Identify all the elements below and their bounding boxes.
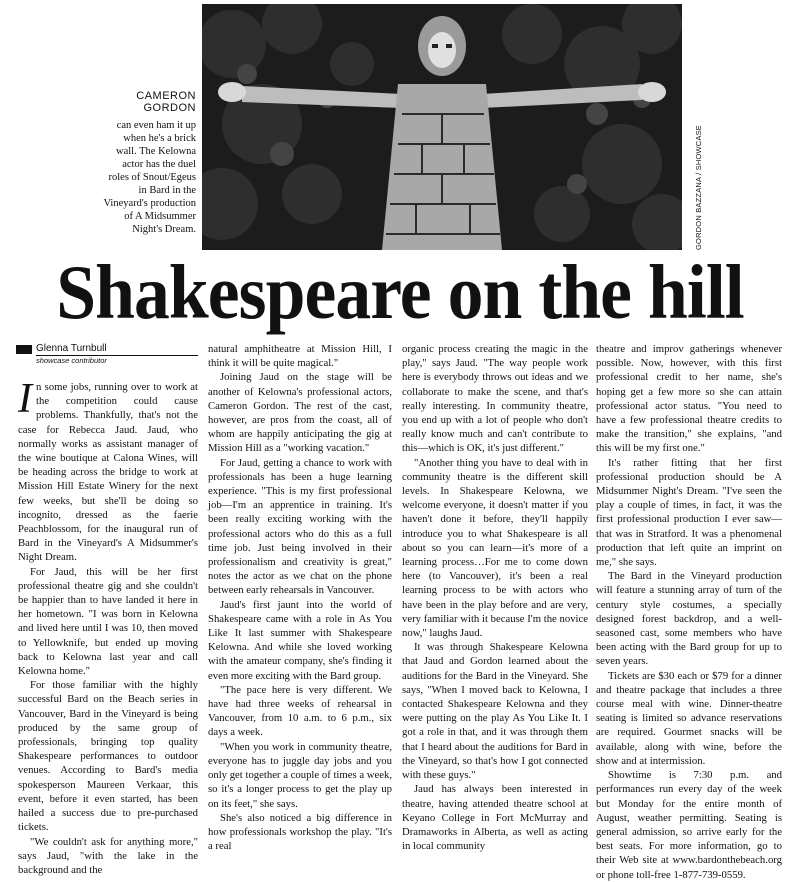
paragraph: Jaud has always been interested in theatre, having attended theatre school at Keyano College in Fort McMurray and Dramaworks in Alberta, as well as acting in local community xyxy=(402,783,588,853)
paragraph: "The pace here is very different. We have had three weeks of rehearsal in Vancouver, from 10 a.m. to 6 p.m., six days a week. xyxy=(208,683,392,739)
caption-name xyxy=(112,90,196,114)
article-column-4 xyxy=(596,342,782,882)
byline-marker xyxy=(16,345,32,354)
paragraph: She's also noticed a big difference in how professionals workshop the play. "It's a real xyxy=(208,811,392,853)
article-photo xyxy=(202,4,682,250)
paragraph: For Jaud, this will be her first professional theatre gig and she couldn't be happier than to have landed it here in her hometown. "I was born in Kelowna and lived here until I was 10, then moved to Yellowknife, but ended up moving back to Kelowna last year and call Kelowna home." xyxy=(18,565,198,678)
paragraph: theatre and improv gatherings whenever possible. Now, however, with this first professional credit to her name, she's hoping get a few more so she can attain professional actor status. "You need to have a few professional theatre credits to make the transition," she explains, "and this will be my first one." xyxy=(596,343,782,455)
photo-credit-text: GORDON BAZZANA / SHOWCASE xyxy=(694,124,703,250)
article-column-1 xyxy=(18,376,198,877)
paragraph: organic process creating the magic in the play," says Jaud. "The way people work here is everybody throws out ideas and we collaborate to make the scene, and that's really interesting. In community theatre, you end up with a lot of people who don't really know much and can't contribute to this—which is OK, it's just different." xyxy=(402,343,588,455)
byline-author: Glenna Turnbull xyxy=(36,343,107,354)
caption-name-last: GORDON xyxy=(143,102,196,114)
paragraph: Jaud's first jaunt into the world of Shakespeare came with a role in As You Like It last summer with Shakespeare Kelowna. And while she loved working with the amateur company, she's finding it even more exciting with the Bard group. xyxy=(208,598,392,682)
paragraph: It's rather fitting that her first professional production should be A Midsummer Night's Dream. "I've seen the play a couple of times, in fact, it was the first professional production I ever saw—that was in Stratford. It was a phenomenal production that left quite an imprint on me," she says. xyxy=(596,456,782,569)
paragraph: Tickets are $30 each or $79 for a dinner and theatre package that includes a three course meal with wine. Dinner-theatre seating is limited so advance reservations are required. Gourmet snacks will be available, along with wine, before the show and at intermission. xyxy=(596,669,782,767)
caption-text: can even ham it up when he's a brick wall. The Kelowna actor has the duel roles of Snout/Egeus in Bard in the Vineyard's production of A Midsummer Night's Dream. xyxy=(103,120,196,235)
paragraph: natural amphitheatre at Mission Hill, I think it will be quite magical." xyxy=(208,343,392,370)
article-column-3 xyxy=(402,342,588,853)
drop-cap: I xyxy=(18,376,32,422)
article-column-2 xyxy=(208,342,392,853)
headline: Shakespeare on the hill xyxy=(56,249,744,335)
caption-name-first: CAMERON xyxy=(136,90,196,102)
photo-credit xyxy=(682,72,703,250)
byline-role: showcase contributor xyxy=(36,356,107,365)
photo-illustration xyxy=(202,4,682,250)
paragraph: The Bard in the Vineyard production will feature a stunning array of turn of the century style costumes, a specially designed forest backdrop, and a well-seasoned cast, some members who have been acting with the Bard group for up to seven years. xyxy=(596,570,782,668)
paragraph: Showtime is 7:30 p.m. and performances run every day of the week but Monday for the entire month of August, weather permitting. Seating is general admission, so arrive early for the best seats. For more information, go to their Web site at www.bardonthebeach.org or phone toll-free 1-877-739-0559. xyxy=(596,769,782,881)
paragraph: "Another thing you have to deal with in community theatre is the different skill levels. In Shakespeare Kelowna, we welcome everyone, it doesn't matter if you haven't done it before, they'll happily introduce you to what Shakespeare is all about so you can learn—it's more of a learning process…For me to come down here (to Vancouver), it's been a real learning process to be with actors who have been in the play before and are very, very familiar with it because I'm the novice now," laughs Jaud. xyxy=(402,456,588,640)
paragraph: For those familiar with the highly successful Bard on the Beach series in Vancouver, Bard in the Vineyard is being produced by the same group of professionals, bringing top quality Shakespeare performances to outdoor venues. According to Bard's media spokesperson Maureen Verkaar, this event, before it even started, has been hailed a success due to pre-purchased tickets. xyxy=(18,679,198,834)
paragraph: Joining Jaud on the stage will be another of Kelowna's professional actors, Cameron Gordon. The rest of the cast, however, are pros from the coast, all of whom are happily anticipating the gig at Mission Hill as a "working vacation." xyxy=(208,371,392,455)
paragraph xyxy=(18,376,198,565)
paragraph: "When you work in community theatre, everyone has to juggle day jobs and you only get together a couple of times a week, so it's a longer process to get the play up on its feet," she says. xyxy=(208,740,392,810)
paragraph: "We couldn't ask for anything more," says Jaud, "with the lake in the background and the xyxy=(18,835,198,876)
paragraph: For Jaud, getting a chance to work with professionals has been a huge learning experience. "This is my first professional job—I'm an apprentice in training. It's been really exciting working with the professional actors who do this as a full time job. Just being involved in their professionalism and creativity is great," notes the actor as we chat on the phone between early rehearsals in Vancouver. xyxy=(208,456,392,597)
paragraph-text: n some jobs, running over to work at the competition could cause problems. Thankfully, that's not the case for Rebecca Jaud. Jaud, who normally works as assistant manager of the wine boutique at Calona Wines, will be heading across the bridge to work at Mission Hill Estate Winery for the next few weeks, but she'll be doing so incognito, dressed as the faerie Peachblossom, for the inaugural run of Bard in the Vineyard's A Midsummer's Night Dream. xyxy=(18,381,198,564)
paragraph: It was through Shakespeare Kelowna that Jaud and Gordon learned about the auditions for the Bard in the Vineyard. She says, "When I moved back to Kelowna, I contacted Shakespeare Kelowna and they were putting on the play As You Like It. I got a role in that, and it was through them that I heard about the auditions for Bard in the Vineyard, so that's how I got connected with these guys." xyxy=(402,641,588,782)
